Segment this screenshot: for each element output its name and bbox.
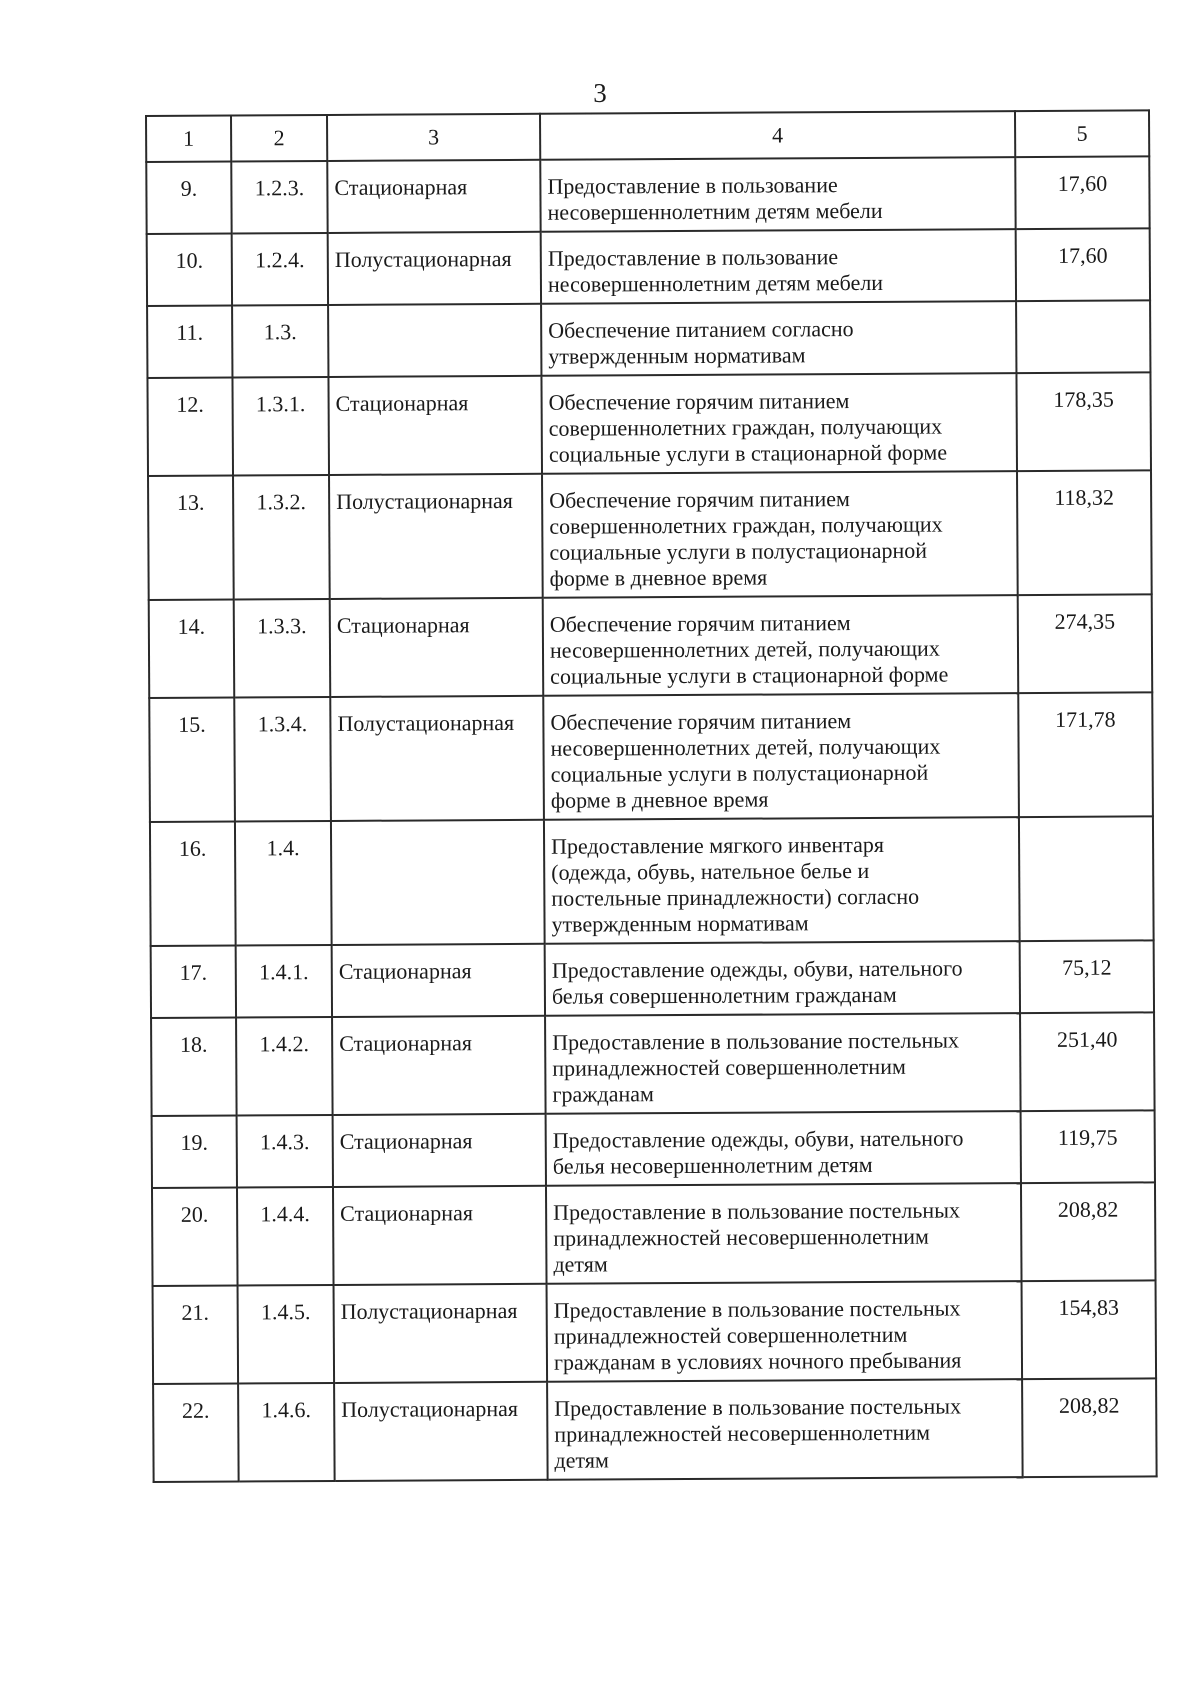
service-form-cell: Полустационарная — [334, 1284, 548, 1383]
description-line: несовершеннолетним детям мебели — [547, 197, 883, 225]
service-code-cell: 1.2.4. — [232, 233, 328, 306]
row-number-cell: 18. — [151, 1018, 237, 1116]
service-code-cell: 1.4.5. — [238, 1285, 335, 1384]
service-form-cell — [331, 820, 545, 945]
service-code-cell: 1.4. — [235, 821, 332, 946]
row-number-cell: 15. — [149, 698, 235, 822]
description-line: принадлежностей несовершеннолетним — [553, 1223, 929, 1251]
description-line: социальные услуги в стационарной форме — [548, 439, 948, 467]
service-code-cell: 1.4.2. — [236, 1017, 333, 1116]
tariff-value-cell: 208,82 — [1021, 1182, 1156, 1281]
service-description-cell — [543, 693, 1019, 820]
service-code-cell: 1.4.1. — [236, 945, 332, 1018]
description-line: утвержденным нормативам — [551, 910, 809, 937]
description-line: принадлежностей несовершеннолетним — [554, 1419, 931, 1447]
service-description-cell — [546, 1111, 1021, 1186]
description-line: совершеннолетних граждан, получающих — [548, 413, 943, 441]
table-row — [149, 594, 1153, 698]
tariff-value-cell: 75,12 — [1020, 940, 1154, 1013]
table-row — [147, 300, 1150, 378]
service-description-cell — [545, 1013, 1021, 1114]
tariff-value-cell: 17,60 — [1015, 156, 1149, 229]
row-number-cell: 22. — [153, 1383, 239, 1481]
service-description-cell — [545, 941, 1020, 1016]
service-description-cell — [541, 373, 1017, 474]
tariff-value-cell — [1019, 816, 1154, 941]
description-line: принадлежностей совершеннолетним — [553, 1321, 908, 1349]
table-row — [152, 1110, 1155, 1188]
description-line: несовершеннолетних детей, получающих — [550, 733, 941, 761]
description-line: Предоставление в пользование постельных — [553, 1295, 961, 1323]
table-row — [151, 940, 1154, 1018]
table-row — [152, 1182, 1156, 1286]
tariff-value-cell: 154,83 — [1022, 1280, 1157, 1379]
description-line: детям — [554, 1447, 609, 1473]
table-row — [151, 1012, 1155, 1116]
tariff-value-cell: 118,32 — [1017, 470, 1152, 595]
service-form-cell: Стационарная — [333, 1186, 547, 1285]
header-cell: 5 — [1015, 110, 1149, 157]
header-cell: 1 — [146, 116, 231, 162]
service-code-cell: 1.4.6. — [238, 1383, 335, 1482]
tariff-value-cell — [1016, 300, 1150, 373]
table-row — [149, 692, 1153, 822]
services-tariff-table — [145, 109, 1158, 1483]
description-line: гражданам в условиях ночного пребывания — [553, 1347, 962, 1375]
row-number-cell: 10. — [147, 234, 232, 306]
description-line: Предоставление в пользование постельных — [552, 1027, 960, 1055]
service-description-cell — [540, 157, 1015, 232]
description-line: Обеспечение горячим питанием — [549, 486, 851, 513]
service-form-cell: Стационарная — [333, 1114, 546, 1187]
row-number-cell: 14. — [149, 600, 235, 698]
description-line: принадлежностей совершеннолетним — [552, 1053, 906, 1081]
service-form-cell: Стационарная — [332, 944, 545, 1017]
description-line: социальные услуги в полустационарной — [549, 537, 928, 565]
description-line: гражданам — [552, 1081, 654, 1107]
service-form-cell: Полустационарная — [330, 696, 544, 821]
row-number-cell: 19. — [152, 1116, 237, 1188]
service-code-cell: 1.2.3. — [231, 161, 327, 234]
service-form-cell — [328, 304, 541, 377]
row-number-cell: 16. — [150, 822, 236, 946]
service-form-cell: Полустационарная — [334, 1382, 548, 1481]
header-cell: 2 — [231, 115, 327, 162]
description-line: Предоставление в пользование постельных — [554, 1393, 962, 1421]
service-form-cell: Стационарная — [330, 598, 544, 697]
service-form-cell: Стационарная — [328, 376, 542, 475]
description-line: социальные услуги в полустационарной — [550, 759, 929, 787]
service-code-cell: 1.3.3. — [234, 599, 331, 698]
service-form-cell: Стационарная — [327, 160, 540, 233]
service-description-cell — [546, 1183, 1022, 1284]
description-line: (одежда, обувь, нательное белье и — [551, 857, 870, 885]
table-row — [147, 228, 1150, 306]
description-line: несовершеннолетних детей, получающих — [549, 635, 940, 663]
header-cell: 3 — [327, 114, 540, 161]
service-description-cell — [542, 471, 1018, 598]
table-row — [153, 1378, 1157, 1482]
table-row — [147, 372, 1151, 476]
tariff-value-cell: 17,60 — [1016, 228, 1150, 301]
description-line: утвержденным нормативам — [548, 342, 806, 369]
service-code-cell: 1.4.3. — [237, 1115, 333, 1188]
description-line: белья несовершеннолетним детям — [552, 1151, 873, 1179]
row-number-cell: 11. — [147, 306, 232, 378]
service-code-cell: 1.4.4. — [237, 1187, 334, 1286]
service-description-cell — [543, 595, 1019, 696]
table-row — [150, 816, 1154, 946]
description-line: несовершеннолетним детям мебели — [547, 269, 884, 297]
service-description-cell — [541, 229, 1016, 304]
description-line: форме в дневное время — [550, 786, 769, 813]
description-line: Обеспечение горячим питанием — [548, 388, 850, 415]
description-line: Предоставление одежды, обуви, нательного — [551, 955, 963, 983]
description-line: детям — [553, 1251, 608, 1277]
table-row — [146, 156, 1149, 234]
description-line: Предоставление мягкого инвентаря — [551, 831, 885, 859]
tariff-value-cell: 119,75 — [1021, 1110, 1155, 1183]
service-description-cell — [544, 817, 1020, 944]
table-body — [146, 156, 1156, 1482]
description-line: Предоставление в пользование — [547, 244, 839, 271]
table-row — [148, 470, 1152, 600]
tariff-value-cell: 251,40 — [1020, 1012, 1155, 1111]
service-code-cell: 1.3. — [232, 305, 328, 378]
row-number-cell: 17. — [151, 946, 236, 1018]
row-number-cell: 9. — [146, 162, 231, 234]
service-code-cell: 1.3.2. — [233, 475, 330, 600]
description-line: социальные услуги в стационарной форме — [550, 661, 949, 689]
row-number-cell: 12. — [147, 378, 233, 476]
service-description-cell — [541, 301, 1016, 376]
description-line: Предоставление в пользование — [547, 172, 838, 199]
description-line: Предоставление одежды, обуви, нательного — [552, 1125, 964, 1153]
tariff-value-cell: 274,35 — [1018, 594, 1153, 693]
page-number: 3 — [593, 78, 607, 108]
service-form-cell: Стационарная — [332, 1016, 546, 1115]
service-form-cell: Полустационарная — [328, 232, 541, 305]
table-row — [153, 1280, 1157, 1384]
service-description-cell — [547, 1379, 1023, 1480]
row-number-cell: 13. — [148, 476, 234, 600]
row-number-cell: 21. — [153, 1286, 239, 1384]
service-form-cell: Полустационарная — [329, 474, 543, 599]
table-header-row — [146, 110, 1149, 162]
description-line: совершеннолетних граждан, получающих — [549, 511, 943, 539]
description-line: Предоставление в пользование постельных — [553, 1197, 961, 1225]
description-line: Обеспечение горячим питанием — [550, 708, 852, 735]
tariff-value-cell: 178,35 — [1016, 372, 1151, 471]
description-line: постельные принадлежности) согласно — [551, 883, 920, 911]
service-code-cell: 1.3.4. — [234, 697, 331, 822]
description-line: форме в дневное время — [549, 564, 768, 591]
description-line: белья совершеннолетним гражданам — [551, 981, 897, 1009]
description-line: Обеспечение горячим питанием — [549, 610, 851, 637]
tariff-value-cell: 208,82 — [1022, 1378, 1157, 1477]
service-code-cell: 1.3.1. — [232, 377, 329, 476]
row-number-cell: 20. — [152, 1188, 238, 1286]
service-description-cell — [547, 1281, 1023, 1382]
header-cell: 4 — [540, 111, 1015, 160]
description-line: Обеспечение питанием согласно — [548, 316, 854, 343]
tariff-value-cell: 171,78 — [1018, 692, 1153, 817]
